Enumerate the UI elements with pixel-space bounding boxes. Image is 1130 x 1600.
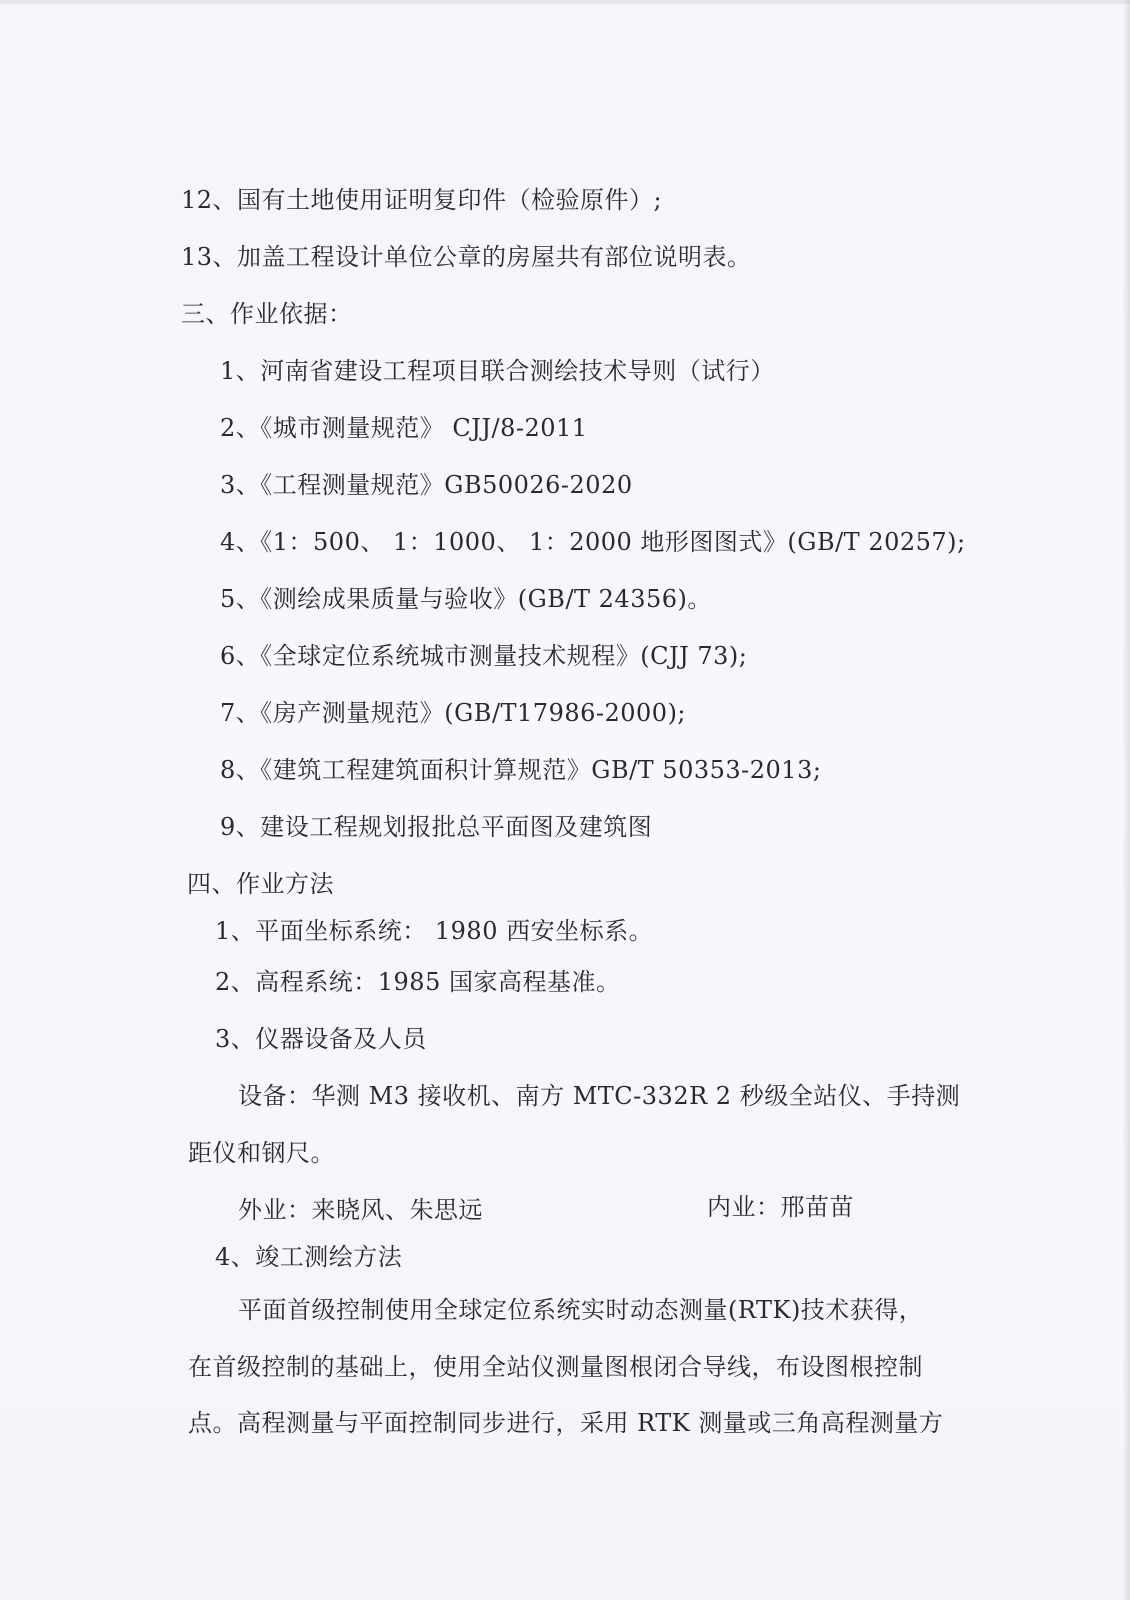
basis-item-2: 2、《城市测量规范》 CJJ/8-2011: [220, 414, 588, 442]
method-item-2: 2、高程系统：1985 国家高程基准。: [215, 968, 621, 996]
basis-item-9: 9、建设工程规划报批总平面图及建筑图: [220, 813, 653, 841]
method-item-4: 4、竣工测绘方法: [215, 1243, 403, 1271]
method-item-3: 3、仪器设备及人员: [215, 1025, 427, 1053]
equipment-paragraph-cont: 距仪和钢尺。: [188, 1139, 335, 1167]
scan-edge-right: [1122, 0, 1130, 1600]
scan-edge-top: [0, 0, 1130, 4]
list-item-13: 13、加盖工程设计单位公章的房屋共有部位说明表。: [181, 243, 752, 271]
basis-item-6: 6、《全球定位系统城市测量技术规程》(CJJ 73);: [220, 642, 748, 670]
basis-item-4: 4、《1：500、 1：1000、 1：2000 地形图图式》(GB/T 20257);: [220, 528, 966, 556]
basis-item-5: 5、《测绘成果质量与验收》(GB/T 24356)。: [220, 585, 712, 613]
basis-item-7: 7、《房产测量规范》(GB/T17986-2000);: [220, 699, 687, 727]
office-staff: 内业：邢苗苗: [707, 1193, 854, 1221]
equipment-paragraph: 设备：华测 M3 接收机、南方 MTC-332R 2 秒级全站仪、手持测: [238, 1082, 961, 1110]
basis-item-1: 1、河南省建设工程项目联合测绘技术导则（试行）: [220, 357, 775, 385]
control-paragraph-line-3: 点。高程测量与平面控制同步进行，采用 RTK 测量或三角高程测量方: [188, 1409, 944, 1437]
section-heading-basis: 三、作业依据：: [181, 300, 353, 328]
method-item-1: 1、平面坐标系统： 1980 西安坐标系。: [215, 917, 654, 945]
section-heading-method: 四、作业方法: [187, 870, 334, 898]
list-item-12: 12、国有土地使用证明复印件（检验原件）;: [181, 186, 663, 214]
basis-item-8: 8、《建筑工程建筑面积计算规范》GB/T 50353-2013;: [220, 756, 822, 784]
control-paragraph-line-1: 平面首级控制使用全球定位系统实时动态测量(RTK)技术获得，: [238, 1296, 924, 1324]
basis-item-3: 3、《工程测量规范》GB50026-2020: [220, 471, 633, 499]
control-paragraph-line-2: 在首级控制的基础上，使用全站仪测量图根闭合导线，布设图根控制: [188, 1353, 923, 1381]
field-staff: 外业：来晓风、朱思远: [238, 1196, 483, 1224]
